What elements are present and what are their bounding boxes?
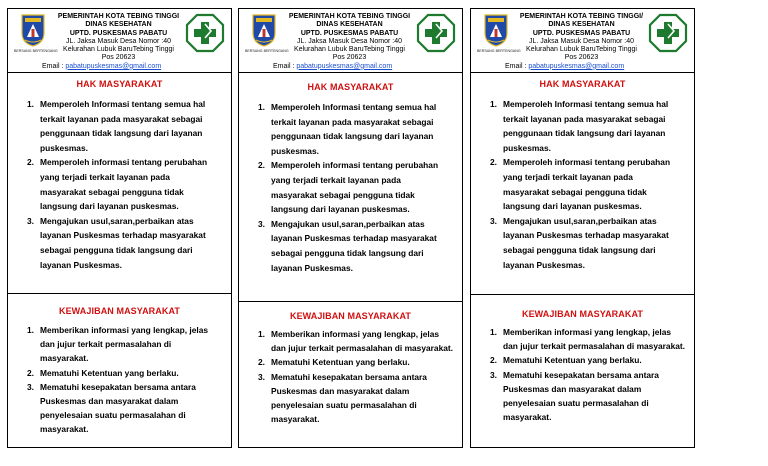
email-link[interactable]: pabatupuskesmas@gmail.com (296, 62, 393, 70)
header-text (273, 13, 416, 71)
header-email (273, 63, 416, 71)
header-line-4: JL. Jaksa Masuk Desa Nomor :40 (528, 37, 635, 45)
city-crest-icon (251, 13, 277, 47)
health-logo (648, 13, 688, 53)
header-line-5: Kelurahan Lubuk BaruTebing Tinggi (526, 46, 637, 54)
header-line-6: Pos 20623 (564, 54, 599, 62)
duties-title: KEWAJIBAN MASYARAKAT (521, 309, 643, 319)
duties-item-1: Memberikan informasi yang lengkap, jelas dan jujur terkait permasalahan di masyarakat. (40, 325, 209, 364)
header-line-1: PEMERINTAH KOTA TEBING TINGGI/ (519, 13, 644, 20)
section-divider (8, 293, 231, 294)
duties-item-1: Memberikan informasi yang lengkap, jelas dan jujur terkait permasalahan di masyarakat. (271, 329, 454, 354)
info-card-1 (7, 8, 232, 448)
email-link[interactable]: pabatupuskesmas@gmail.com (65, 62, 162, 70)
health-cross-icon (185, 13, 225, 53)
rights-item-3: Mengajukan usul,saran,perbaikan atas layanan Puskesmas terhadap masyarakat sebagai pengguna tidak langsung dari layanan Puskesmas. (503, 215, 669, 270)
email-label: Email : (505, 62, 529, 70)
city-crest-icon (20, 13, 46, 47)
header-line-2: DINAS KESEHATAN (316, 21, 383, 29)
section-divider (471, 294, 694, 295)
city-crest-logo (14, 13, 58, 65)
email-label: Email : (273, 62, 297, 70)
duties-title: KEWAJIBAN MASYARAKAT (289, 311, 411, 321)
header-line-6: Pos 20623 (101, 54, 136, 62)
card-header (471, 9, 694, 73)
duties-item-1: Memberikan informasi yang lengkap, jelas dan jujur terkait permasalahan di masyarakat. (503, 327, 686, 352)
rights-list (8, 97, 210, 272)
duties-list (471, 325, 685, 424)
health-logo (416, 13, 456, 53)
logo-caption: BERSANG BERTENGANG (14, 49, 58, 53)
rights-item-3: Mengajukan usul,saran,perbaikan atas layanan Puskesmas terhadap masyarakat sebagai pengguna tidak langsung dari layanan Puskesmas. (271, 218, 437, 273)
rights-title: HAK MASYARAKAT (307, 82, 394, 92)
header-text (42, 13, 185, 71)
rights-list (239, 100, 439, 275)
rights-item-1: Memperoleh Informasi tentang semua hal terkait layanan pada masyarakat sebagai penggunaan tidak langsung dari layanan puskesmas. (271, 102, 437, 156)
header-line-1: PEMERINTAH KOTA TEBING TINGGI (288, 13, 411, 20)
city-crest-logo (245, 13, 289, 65)
header-line-2: DINAS KESEHATAN (85, 21, 152, 29)
duties-title: KEWAJIBAN MASYARAKAT (58, 306, 180, 316)
card-header (239, 9, 462, 73)
rights-title: HAK MASYARAKAT (539, 79, 626, 89)
section-divider (239, 301, 462, 302)
rights-item-1: Memperoleh Informasi tentang semua hal terkait layanan pada masyarakat sebagai penggunaan tidak langsung dari layanan puskesmas. (40, 99, 206, 153)
info-card-2 (238, 8, 463, 448)
duties-item-2: Mematuhi Ketentuan yang berlaku. (503, 355, 642, 366)
rights-list (471, 97, 671, 272)
duties-list (8, 323, 220, 437)
email-label: Email : (42, 62, 66, 70)
header-text (505, 13, 648, 71)
rights-item-2: Memperoleh informasi tentang perubahan yang terjadi terkait layanan pada masyarakat sebagai pengguna tidak langsung dari layanan puskesmas. (503, 157, 671, 212)
duties-item-2: Mematuhi Ketentuan yang berlaku. (271, 357, 410, 368)
rights-item-3: Mengajukan usul,saran,perbaikan atas layanan Puskesmas terhadap masyarakat sebagai pengguna tidak langsung dari layanan Puskesmas. (40, 215, 206, 270)
card-header (8, 9, 231, 73)
duties-list (239, 327, 453, 426)
duties-item-3: Mematuhi kesepakatan bersama antara Puskesmas dan masyarakat dalam penyelesaian suatu permasalahan di masyarakat. (503, 369, 659, 423)
info-card-3 (470, 8, 695, 448)
header-line-2: DINAS KESEHATAN (548, 21, 615, 29)
header-line-6: Pos 20623 (332, 54, 367, 62)
header-email (42, 63, 185, 71)
city-crest-logo (477, 13, 521, 65)
header-line-4: JL. Jaksa Masuk Desa Nomor :40 (65, 37, 172, 45)
header-line-1: PEMERINTAH KOTA TEBING TINGGI (57, 13, 180, 20)
header-line-5: Kelurahan Lubuk BaruTebing Tinggi (294, 46, 405, 54)
rights-item-2: Memperoleh informasi tentang perubahan yang terjadi terkait layanan pada masyarakat sebagai pengguna tidak langsung dari layanan puskesmas. (40, 157, 208, 212)
duties-item-3: Mematuhi kesepakatan bersama antara Puskesmas dan masyarakat dalam penyelesaian suatu permasalahan di masyarakat. (40, 381, 196, 435)
header-line-3: UPTD. PUSKESMAS PABATU (300, 29, 399, 37)
duties-item-3: Mematuhi kesepakatan bersama antara Puskesmas dan masyarakat dalam penyelesaian suatu permasalahan di masyarakat. (271, 371, 427, 425)
health-logo (185, 13, 225, 53)
duties-item-2: Mematuhi Ketentuan yang berlaku. (40, 367, 179, 378)
rights-title: HAK MASYARAKAT (76, 79, 163, 89)
header-line-4: JL. Jaksa Masuk Desa Nomor :40 (296, 37, 403, 45)
header-line-3: UPTD. PUSKESMAS PABATU (69, 29, 168, 37)
logo-caption: BERSANG BERTENGANG (245, 49, 289, 53)
health-cross-icon (648, 13, 688, 53)
header-email (505, 63, 648, 71)
rights-item-2: Memperoleh informasi tentang perubahan yang terjadi terkait layanan pada masyarakat sebagai pengguna tidak langsung dari layanan puskesmas. (271, 160, 439, 215)
header-line-3: UPTD. PUSKESMAS PABATU (532, 29, 631, 37)
city-crest-icon (483, 13, 509, 47)
logo-caption: BERSANG BERTENGANG (477, 49, 521, 53)
header-line-5: Kelurahan Lubuk BaruTebing Tinggi (63, 46, 174, 54)
health-cross-icon (416, 13, 456, 53)
rights-item-1: Memperoleh Informasi tentang semua hal terkait layanan pada masyarakat sebagai penggunaan tidak langsung dari layanan puskesmas. (503, 99, 669, 153)
email-link[interactable]: pabatupuskesmas@gmail.com (528, 62, 625, 70)
